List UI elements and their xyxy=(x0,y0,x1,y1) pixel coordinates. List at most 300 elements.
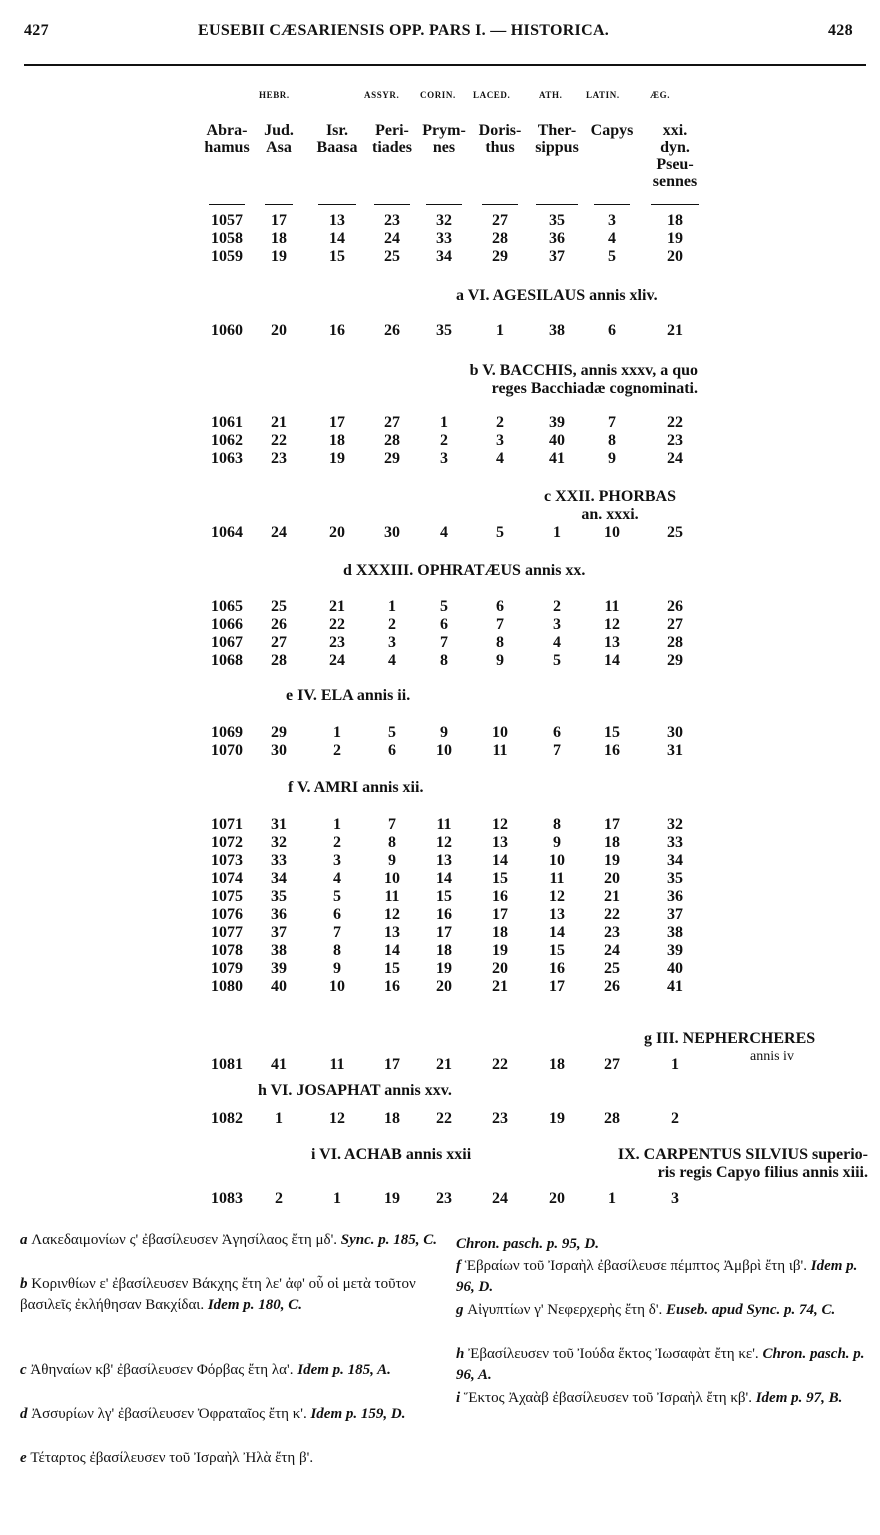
column-header-rule xyxy=(318,204,356,205)
table-cell: 6 xyxy=(553,724,561,741)
table-cell: 19 xyxy=(549,1110,565,1127)
header-rule xyxy=(24,64,866,66)
table-cell: 2 xyxy=(671,1110,679,1127)
table-cell: 17 xyxy=(384,1056,400,1073)
table-cell: 10 xyxy=(436,742,452,759)
table-cell: 4 xyxy=(440,524,448,541)
page-number-left: 427 xyxy=(24,22,49,39)
table-cell: 21 xyxy=(271,414,287,431)
table-cell: 12 xyxy=(384,906,400,923)
table-cell: 39 xyxy=(667,942,683,959)
table-cell: 5 xyxy=(608,248,616,265)
table-cell: 9 xyxy=(333,960,341,977)
group-ath: ATH. xyxy=(539,90,563,100)
table-cell: 8 xyxy=(553,816,561,833)
table-cell: 17 xyxy=(492,906,508,923)
table-cell: 1062 xyxy=(211,432,243,449)
column-header-rule xyxy=(536,204,578,205)
table-cell: 11 xyxy=(492,742,508,759)
table-cell: 26 xyxy=(271,616,287,633)
table-cell: 1077 xyxy=(211,924,243,941)
table-cell: 12 xyxy=(549,888,565,905)
group-aeg: ÆG. xyxy=(650,90,671,100)
column-header: Abra- hamus xyxy=(204,122,250,156)
table-cell: 39 xyxy=(549,414,565,431)
table-cell: 27 xyxy=(271,634,287,651)
group-assyr: ASSYR. xyxy=(364,90,400,100)
column-header: Ther- sippus xyxy=(535,122,579,156)
footnote-mark: a xyxy=(20,1232,32,1248)
table-cell: 20 xyxy=(604,870,620,887)
table-cell: 19 xyxy=(436,960,452,977)
table-cell: 1078 xyxy=(211,942,243,959)
table-cell: 22 xyxy=(604,906,620,923)
table-cell: 35 xyxy=(549,212,565,229)
table-cell: 1 xyxy=(388,598,396,615)
footnote-text: Ἀθηναίων κβ' ἐβασίλευσεν Φόρβας ἔτη λα'. xyxy=(30,1362,298,1378)
table-cell: 20 xyxy=(492,960,508,977)
table-cell: 8 xyxy=(440,652,448,669)
footnote xyxy=(456,1388,876,1409)
table-cell: 21 xyxy=(436,1056,452,1073)
footnote xyxy=(20,1230,440,1251)
table-cell: 1069 xyxy=(211,724,243,741)
table-cell: 33 xyxy=(436,230,452,247)
table-cell: 37 xyxy=(271,924,287,941)
reign-note: i VI. ACHAB annis xxii xyxy=(311,1146,472,1163)
table-cell: 21 xyxy=(667,322,683,339)
table-cell: 27 xyxy=(667,616,683,633)
table-cell: 37 xyxy=(549,248,565,265)
table-cell: 33 xyxy=(271,852,287,869)
table-cell: 1065 xyxy=(211,598,243,615)
footnote xyxy=(20,1274,440,1316)
table-cell: 23 xyxy=(271,450,287,467)
table-cell: 14 xyxy=(604,652,620,669)
footnote xyxy=(20,1360,440,1381)
reign-note: b V. BACCHIS, annis xxxv, a quo reges Bacchiadæ cognominati. xyxy=(469,362,698,397)
table-cell: 33 xyxy=(667,834,683,851)
table-cell: 2 xyxy=(333,742,341,759)
table-cell: 3 xyxy=(496,432,504,449)
table-cell: 13 xyxy=(492,834,508,851)
table-cell: 1075 xyxy=(211,888,243,905)
table-cell: 13 xyxy=(436,852,452,869)
table-cell: 1073 xyxy=(211,852,243,869)
table-cell: 40 xyxy=(667,960,683,977)
footnote xyxy=(20,1448,440,1469)
column-header: xxi. dyn. Pseu- sennes xyxy=(652,122,698,190)
table-cell: 36 xyxy=(271,906,287,923)
table-cell: 1 xyxy=(333,724,341,741)
table-cell: 20 xyxy=(549,1190,565,1207)
footnote-reference: Idem p. 159, D. xyxy=(310,1406,406,1422)
table-cell: 11 xyxy=(384,888,400,905)
footnote-mark: c xyxy=(20,1362,31,1378)
reign-note: g III. NEPHERCHERES annis iv xyxy=(644,1030,816,1064)
table-cell: 13 xyxy=(604,634,620,651)
table-cell: 6 xyxy=(333,906,341,923)
table-cell: 1 xyxy=(553,524,561,541)
table-cell: 24 xyxy=(271,524,287,541)
footnote-text: Ἐβασίλευσεν τοῦ Ἰούδα ἕκτος Ἰωσαφὰτ ἔτη κε'. xyxy=(468,1346,763,1362)
table-cell: 12 xyxy=(329,1110,345,1127)
table-cell: 1 xyxy=(333,816,341,833)
table-cell: 16 xyxy=(329,322,345,339)
table-cell: 18 xyxy=(549,1056,565,1073)
footnote-text: Αἰγυπτίων γ' Νεφερχερὴς ἔτη δ'. xyxy=(467,1302,667,1318)
table-cell: 18 xyxy=(667,212,683,229)
table-cell: 26 xyxy=(384,322,400,339)
table-cell: 15 xyxy=(329,248,345,265)
table-cell: 20 xyxy=(436,978,452,995)
table-cell: 30 xyxy=(384,524,400,541)
table-cell: 25 xyxy=(604,960,620,977)
column-header: Doris- thus xyxy=(478,122,522,156)
table-cell: 1061 xyxy=(211,414,243,431)
table-cell: 20 xyxy=(667,248,683,265)
table-cell: 20 xyxy=(271,322,287,339)
table-cell: 14 xyxy=(492,852,508,869)
reign-note: h VI. JOSAPHAT annis xxv. xyxy=(258,1082,452,1099)
column-header: Isr. Baasa xyxy=(316,122,358,156)
reign-note: f V. AMRI annis xii. xyxy=(288,779,424,796)
table-cell: 40 xyxy=(271,978,287,995)
footnote-text: Κορινθίων ε' ἐβασίλευσεν Βάκχης ἔτη λε' ἀφ' οὗ οἱ μετὰ τοῦτον βασιλεῖς ἐκλήθησαν Βακχίδαι. xyxy=(20,1276,416,1313)
table-cell: 1 xyxy=(496,322,504,339)
table-cell: 38 xyxy=(549,322,565,339)
table-cell: 5 xyxy=(553,652,561,669)
table-cell: 12 xyxy=(436,834,452,851)
table-cell: 3 xyxy=(388,634,396,651)
table-cell: 24 xyxy=(329,652,345,669)
table-cell: 1066 xyxy=(211,616,243,633)
table-cell: 23 xyxy=(604,924,620,941)
table-cell: 15 xyxy=(549,942,565,959)
table-cell: 6 xyxy=(608,322,616,339)
table-cell: 27 xyxy=(384,414,400,431)
table-cell: 1072 xyxy=(211,834,243,851)
table-cell: 1080 xyxy=(211,978,243,995)
footnote-reference: Idem p. 96, D. xyxy=(456,1258,858,1295)
table-cell: 8 xyxy=(608,432,616,449)
table-cell: 2 xyxy=(440,432,448,449)
footnote xyxy=(456,1344,876,1386)
table-cell: 7 xyxy=(553,742,561,759)
table-cell: 19 xyxy=(384,1190,400,1207)
table-cell: 9 xyxy=(440,724,448,741)
table-cell: 18 xyxy=(604,834,620,851)
table-cell: 17 xyxy=(604,816,620,833)
table-cell: 29 xyxy=(492,248,508,265)
table-cell: 37 xyxy=(667,906,683,923)
table-cell: 38 xyxy=(271,942,287,959)
reign-note: e IV. ELA annis ii. xyxy=(286,687,411,704)
table-cell: 1067 xyxy=(211,634,243,651)
table-cell: 8 xyxy=(388,834,396,851)
table-cell: 10 xyxy=(492,724,508,741)
footnote xyxy=(20,1404,440,1425)
group-corin: CORIN. xyxy=(420,90,456,100)
table-cell: 29 xyxy=(384,450,400,467)
table-cell: 14 xyxy=(384,942,400,959)
table-cell: 27 xyxy=(492,212,508,229)
table-cell: 5 xyxy=(440,598,448,615)
table-cell: 28 xyxy=(604,1110,620,1127)
table-cell: 1071 xyxy=(211,816,243,833)
footnote xyxy=(456,1234,876,1255)
table-cell: 13 xyxy=(549,906,565,923)
table-cell: 11 xyxy=(436,816,452,833)
table-cell: 39 xyxy=(271,960,287,977)
table-cell: 1074 xyxy=(211,870,243,887)
table-cell: 35 xyxy=(667,870,683,887)
table-cell: 2 xyxy=(553,598,561,615)
table-cell: 1058 xyxy=(211,230,243,247)
group-latin: LATIN. xyxy=(586,90,620,100)
table-cell: 3 xyxy=(440,450,448,467)
table-cell: 8 xyxy=(496,634,504,651)
table-cell: 41 xyxy=(549,450,565,467)
table-cell: 1076 xyxy=(211,906,243,923)
footnote-mark: h xyxy=(456,1346,469,1362)
table-cell: 2 xyxy=(496,414,504,431)
footnote-text: Τέταρτος ἐβασίλευσεν τοῦ Ἰσραὴλ Ἠλὰ ἔτη β'. xyxy=(30,1450,314,1466)
table-cell: 31 xyxy=(271,816,287,833)
footnote-text: Ἀσσυρίων λγ' ἐβασίλευσεν Ὀφραταῖος ἔτη κ'. xyxy=(31,1406,311,1422)
table-cell: 17 xyxy=(329,414,345,431)
footnote xyxy=(456,1300,876,1321)
table-cell: 1059 xyxy=(211,248,243,265)
table-cell: 9 xyxy=(496,652,504,669)
table-cell: 16 xyxy=(436,906,452,923)
column-header-rule xyxy=(651,204,699,205)
table-cell: 23 xyxy=(492,1110,508,1127)
table-cell: 5 xyxy=(496,524,504,541)
table-cell: 18 xyxy=(384,1110,400,1127)
table-cell: 5 xyxy=(388,724,396,741)
table-cell: 2 xyxy=(333,834,341,851)
footnote-text: Ἕκτος Ἀχαὰβ ἐβασίλευσεν τοῦ Ἰσραὴλ ἔτη κβ'. xyxy=(463,1390,756,1406)
table-cell: 24 xyxy=(667,450,683,467)
table-cell: 7 xyxy=(440,634,448,651)
table-cell: 25 xyxy=(271,598,287,615)
table-cell: 11 xyxy=(604,598,620,615)
table-cell: 28 xyxy=(492,230,508,247)
table-cell: 9 xyxy=(608,450,616,467)
table-cell: 6 xyxy=(388,742,396,759)
table-cell: 15 xyxy=(384,960,400,977)
table-cell: 11 xyxy=(329,1056,345,1073)
table-cell: 15 xyxy=(436,888,452,905)
table-cell: 22 xyxy=(492,1056,508,1073)
column-header-rule xyxy=(209,204,245,205)
table-cell: 8 xyxy=(333,942,341,959)
table-cell: 25 xyxy=(384,248,400,265)
table-cell: 28 xyxy=(271,652,287,669)
table-cell: 21 xyxy=(604,888,620,905)
table-cell: 6 xyxy=(440,616,448,633)
table-cell: 2 xyxy=(388,616,396,633)
table-cell: 1 xyxy=(275,1110,283,1127)
page-number-right: 428 xyxy=(828,22,853,39)
table-cell: 13 xyxy=(329,212,345,229)
table-cell: 17 xyxy=(271,212,287,229)
table-cell: 19 xyxy=(492,942,508,959)
group-laced: LACED. xyxy=(473,90,511,100)
column-header-rule xyxy=(594,204,630,205)
table-cell: 13 xyxy=(384,924,400,941)
table-cell: 4 xyxy=(608,230,616,247)
table-cell: 36 xyxy=(549,230,565,247)
table-cell: 16 xyxy=(604,742,620,759)
running-title: EUSEBII CÆSARIENSIS OPP. PARS I. — HISTORICA. xyxy=(198,22,610,39)
table-cell: 31 xyxy=(667,742,683,759)
table-cell: 28 xyxy=(384,432,400,449)
table-cell: 14 xyxy=(436,870,452,887)
table-cell: 26 xyxy=(667,598,683,615)
reign-note: c XXII. PHORBAS an. xxxi. xyxy=(543,488,676,523)
table-cell: 1057 xyxy=(211,212,243,229)
table-cell: 22 xyxy=(667,414,683,431)
table-cell: 40 xyxy=(549,432,565,449)
table-cell: 29 xyxy=(667,652,683,669)
footnote-mark: d xyxy=(20,1406,32,1422)
table-cell: 23 xyxy=(329,634,345,651)
table-cell: 3 xyxy=(608,212,616,229)
column-header-rule xyxy=(482,204,518,205)
table-cell: 4 xyxy=(333,870,341,887)
table-cell: 18 xyxy=(436,942,452,959)
table-cell: 4 xyxy=(496,450,504,467)
table-cell: 11 xyxy=(549,870,565,887)
table-cell: 14 xyxy=(549,924,565,941)
column-header: Prym- nes xyxy=(422,122,466,156)
column-header: Peri- tiades xyxy=(372,122,412,156)
table-cell: 2 xyxy=(275,1190,283,1207)
table-cell: 7 xyxy=(388,816,396,833)
table-cell: 26 xyxy=(604,978,620,995)
table-cell: 34 xyxy=(271,870,287,887)
footnote-reference: Idem p. 180, C. xyxy=(207,1297,303,1313)
table-cell: 10 xyxy=(384,870,400,887)
footnote-mark: g xyxy=(456,1302,468,1318)
table-cell: 12 xyxy=(604,616,620,633)
reign-note: d XXXIII. OPHRATÆUS annis xx. xyxy=(343,562,586,579)
footnote-mark: i xyxy=(456,1390,464,1406)
table-cell: 23 xyxy=(667,432,683,449)
table-cell: 24 xyxy=(384,230,400,247)
table-cell: 9 xyxy=(553,834,561,851)
table-cell: 41 xyxy=(667,978,683,995)
table-cell: 4 xyxy=(388,652,396,669)
table-cell: 16 xyxy=(492,888,508,905)
table-cell: 34 xyxy=(436,248,452,265)
table-cell: 22 xyxy=(329,616,345,633)
footnote-reference: Chron. pasch. p. 95, D. xyxy=(456,1236,599,1252)
table-cell: 1060 xyxy=(211,322,243,339)
reign-note: IX. CARPENTUS SILVIUS superio- ris regis Capyo filius annis xiii. xyxy=(617,1146,868,1181)
group-hebr: HEBR. xyxy=(259,90,290,100)
table-cell: 23 xyxy=(384,212,400,229)
table-cell: 17 xyxy=(549,978,565,995)
table-cell: 1 xyxy=(608,1190,616,1207)
table-cell: 24 xyxy=(604,942,620,959)
footnote-reference: Idem p. 185, A. xyxy=(297,1362,391,1378)
table-cell: 10 xyxy=(604,524,620,541)
table-cell: 27 xyxy=(604,1056,620,1073)
table-cell: 4 xyxy=(553,634,561,651)
table-cell: 23 xyxy=(436,1190,452,1207)
footnote-reference: Idem p. 97, B. xyxy=(755,1390,843,1406)
table-cell: 19 xyxy=(667,230,683,247)
table-cell: 29 xyxy=(271,724,287,741)
table-cell: 19 xyxy=(329,450,345,467)
column-header-rule xyxy=(426,204,462,205)
table-cell: 28 xyxy=(667,634,683,651)
table-cell: 22 xyxy=(436,1110,452,1127)
table-cell: 35 xyxy=(436,322,452,339)
table-cell: 18 xyxy=(329,432,345,449)
table-cell: 1068 xyxy=(211,652,243,669)
table-cell: 10 xyxy=(549,852,565,869)
table-cell: 7 xyxy=(333,924,341,941)
table-cell: 34 xyxy=(667,852,683,869)
footnote-reference: Euseb. apud Sync. p. 74, C. xyxy=(666,1302,836,1318)
footnote-mark: f xyxy=(456,1258,465,1274)
table-cell: 1064 xyxy=(211,524,243,541)
footnote-mark: e xyxy=(20,1450,31,1466)
table-cell: 36 xyxy=(667,888,683,905)
table-cell: 1 xyxy=(440,414,448,431)
table-cell: 14 xyxy=(329,230,345,247)
table-cell: 30 xyxy=(271,742,287,759)
table-cell: 25 xyxy=(667,524,683,541)
table-cell: 16 xyxy=(549,960,565,977)
table-cell: 6 xyxy=(496,598,504,615)
table-cell: 35 xyxy=(271,888,287,905)
table-cell: 20 xyxy=(329,524,345,541)
table-cell: 19 xyxy=(271,248,287,265)
footnote xyxy=(456,1256,876,1298)
table-cell: 38 xyxy=(667,924,683,941)
footnote-text: Ἑβραίων τοῦ Ἰσραὴλ ἐβασίλευσε πέμπτος Ἀμβρὶ ἔτη ιβ'. xyxy=(464,1258,811,1274)
table-cell: 1082 xyxy=(211,1110,243,1127)
column-header-rule xyxy=(374,204,410,205)
column-header-rule xyxy=(265,204,293,205)
table-cell: 1 xyxy=(671,1056,679,1073)
table-cell: 10 xyxy=(329,978,345,995)
table-cell: 24 xyxy=(492,1190,508,1207)
table-cell: 41 xyxy=(271,1056,287,1073)
table-cell: 32 xyxy=(667,816,683,833)
table-cell: 1083 xyxy=(211,1190,243,1207)
table-cell: 1 xyxy=(333,1190,341,1207)
table-cell: 3 xyxy=(553,616,561,633)
table-cell: 1063 xyxy=(211,450,243,467)
footnote-mark: b xyxy=(20,1276,32,1292)
table-cell: 1079 xyxy=(211,960,243,977)
table-cell: 1070 xyxy=(211,742,243,759)
table-cell: 9 xyxy=(388,852,396,869)
footnote-reference: Sync. p. 185, C. xyxy=(340,1232,438,1248)
table-cell: 7 xyxy=(608,414,616,431)
table-cell: 21 xyxy=(492,978,508,995)
table-cell: 15 xyxy=(604,724,620,741)
table-cell: 18 xyxy=(492,924,508,941)
footnote-reference: Chron. pasch. p. 96, A. xyxy=(456,1346,865,1383)
table-cell: 3 xyxy=(333,852,341,869)
